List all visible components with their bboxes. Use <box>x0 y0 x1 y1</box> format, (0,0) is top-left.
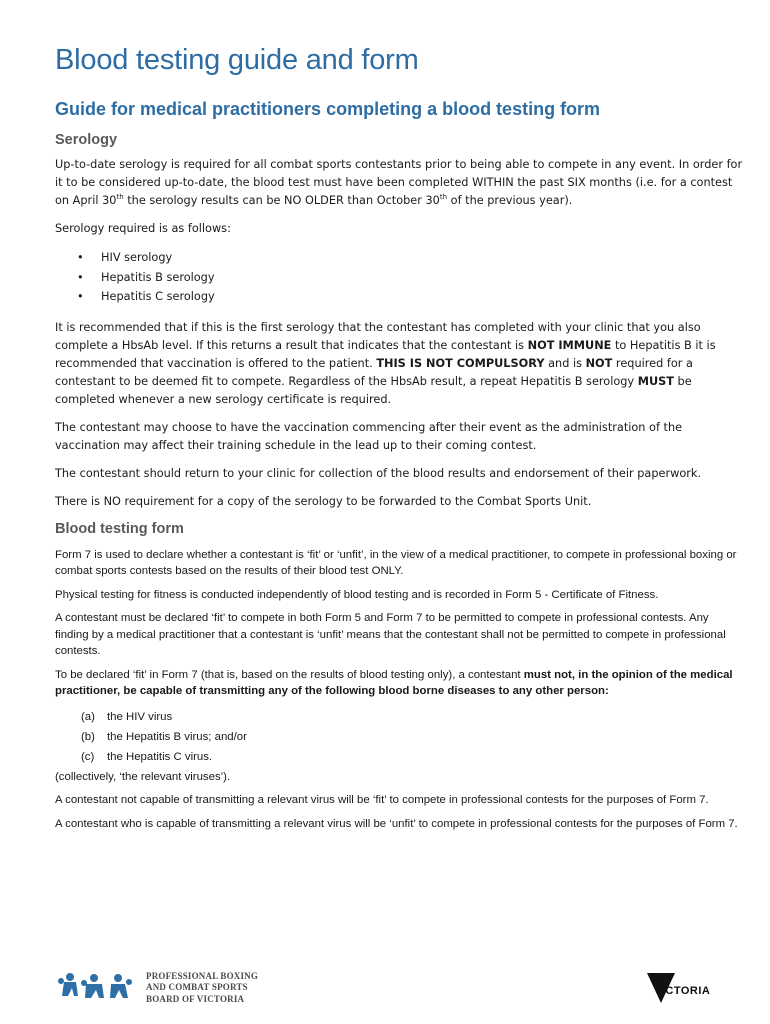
serology-paragraph-4: The contestant may choose to have the vaccination commencing after their event as the administration of the vaccination may affect their training schedule in the lead up to their coming contest. <box>55 420 683 452</box>
victoria-wordmark: VICTORIA <box>654 985 711 997</box>
guide-heading: Guide for medical practitioners completing a blood testing form <box>55 99 601 119</box>
serology-paragraph-1: Up-to-date serology is required for all combat sports contestants prior to being able to compete in any event. In order for it to be considered up-to-date, the blood test must have been completed WITHIN the past SIX months (i.e. for a contest on April 30th the serology results can be NO OLDER than October 30th of the previous year). <box>55 158 743 207</box>
list-item: • HIV serology <box>55 248 745 268</box>
serology-paragraph-5: The contestant should return to your clinic for collection of the blood results and endorsement of their paperwork. <box>55 466 702 480</box>
form-paragraph-3: A contestant must be declared ‘fit’ to compete in both Form 5 and Form 7 to be permitted to compete in professional contests. Any finding by a medical practitioner that a contestant is ‘unfit’ means that the contestant shall not be permitted to compete in professional contests. <box>55 612 726 657</box>
form-paragraph-5: (collectively, ‘the relevant viruses’). <box>55 770 231 783</box>
serology-paragraph-3: It is recommended that if this is the first serology that the contestant has completed with your clinic that you also complete a HbsAb level. If this returns a result that indicates that the contestant is NOT IMMUNE to Hepatitis B it is recommended that vaccination is offered to the patient. THIS IS NOT COMPULSORY and is NOT required for a contestant to be deemed fit to compete. Regardless of the HbsAb result, a repeat Hepatitis B serology MUST be completed whenever a new serology certificate is required. <box>55 320 716 406</box>
bullet-icon: • <box>77 251 84 264</box>
serology-list <box>55 248 745 307</box>
boxing-board-logo <box>58 964 278 1012</box>
virus-list <box>55 707 745 767</box>
document-page <box>55 44 745 839</box>
page-footer <box>0 960 770 1024</box>
page-title: Blood testing guide and form <box>55 44 419 76</box>
boxers-icon <box>58 968 138 1008</box>
form-paragraph-7: A contestant who is capable of transmitting a relevant virus will be ‘unfit’ to compete in professional contests for the purposes of Form 7. <box>55 817 738 830</box>
blood-testing-form-heading: Blood testing form <box>55 520 184 537</box>
bullet-icon: • <box>77 270 84 284</box>
form-paragraph-6: A contestant not capable of transmitting a relevant virus will be ‘fit’ to compete in professional contests for the purposes of Form 7. <box>55 794 709 806</box>
serology-paragraph-6: There is NO requirement for a copy of the serology to be forwarded to the Combat Sports Unit. <box>55 494 592 508</box>
form-paragraph-2: Physical testing for fitness is conducted independently of blood testing and is recorded in Form 5 - Certificate of Fitness. <box>55 588 659 601</box>
serology-heading: Serology <box>55 132 118 148</box>
list-item: • Hepatitis C serology <box>55 287 745 307</box>
list-item: • Hepatitis B serology <box>55 268 745 288</box>
victoria-logo <box>646 968 726 1008</box>
list-item: (a) the HIV virus <box>81 710 173 723</box>
list-item: (b) the Hepatitis B virus; and/or <box>81 730 247 743</box>
bullet-icon: • <box>77 290 84 303</box>
form-paragraph-1: Form 7 is used to declare whether a contestant is ‘fit’ or ‘unfit’, in the view of a medical practitioner, to compete in professional boxing or combat sports contests based on the results of their blood test ONLY. <box>55 548 737 577</box>
serology-paragraph-2: Serology required is as follows: <box>55 222 231 235</box>
form-paragraph-4: To be declared ‘fit’ in Form 7 (that is, based on the results of blood testing only), a contestant must not, in the opinion of the medical practitioner, be capable of transmitting any of the following blood borne diseases to any other person: <box>55 668 733 697</box>
logo-text: PROFESSIONAL BOXING AND COMBAT SPORTS BOARD OF VICTORIA <box>146 970 259 1004</box>
list-item: (c) the Hepatitis C virus. <box>81 750 213 763</box>
